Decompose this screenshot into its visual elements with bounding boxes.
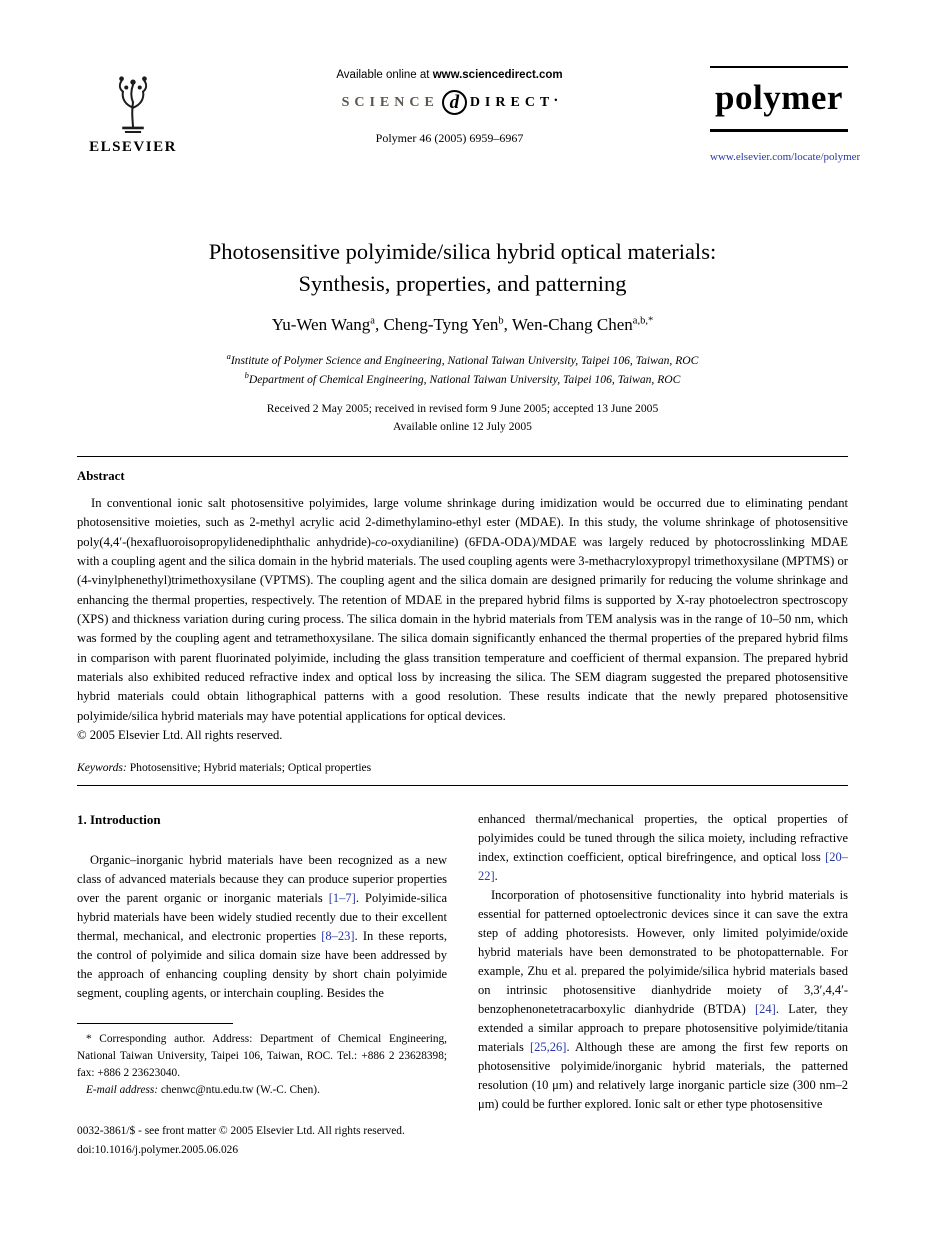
journal-logo-block (710, 66, 861, 163)
email-line: E-mail address: chenwc@ntu.edu.tw (W.-C. Chen). (86, 1083, 320, 1096)
left-column (77, 810, 447, 1159)
sciencedirect-science-text: SCIENCE (341, 94, 439, 110)
citation-link[interactable]: [24] (755, 1002, 776, 1017)
email-link[interactable]: chenwc@ntu.edu.tw (160, 1083, 254, 1096)
sciencedirect-dot: • (554, 94, 558, 105)
article-identifiers (77, 1122, 447, 1160)
abstract-top-rule (77, 456, 848, 457)
affiliations (77, 350, 848, 389)
body-paragraph: Incorporation of photosensitive functionality into hybrid materials is essential for patterned optoelectronic devices since it can save the extra step of adding photoresists. However, only limited polyimide/oxide hybrid materials have been demonstrated to be photopatternable. For example, Zhu et al. prepared the polyimide/silica hybrid materials based on intrinsic photosensitive dianhydride moiety of 3,3′,4,4′-benzophenonetetracarboxylic dianhydride (BTDA) [24]. Later, they extended a similar approach to prepare photosensitive polyimide/titania materials [25,26]. Although these are among the first few reports on photosensitive polyimide/inorganic hybrid materials, the patterned resolution (10 μm) and relatively large inorganic particle size (300 nm–2 μm) could be further explored. Ionic salt or ether type photosensitive (478, 888, 848, 1112)
sciencedirect-direct-label: DIRECT (469, 94, 555, 110)
masthead-center (189, 66, 710, 146)
journal-citation: Polymer 46 (2005) 6959–6967 (375, 131, 524, 145)
section-heading-introduction: 1. Introduction (77, 812, 161, 828)
front-matter-line: 0032-3861/$ - see front matter © 2005 Elsevier Ltd. All rights reserved. (77, 1124, 405, 1137)
citation-link[interactable]: [20–22] (478, 850, 848, 884)
keywords-bottom-rule (77, 785, 848, 786)
citation-link[interactable]: [1–7] (328, 891, 356, 906)
two-column-body (77, 810, 848, 1159)
abstract-heading: Abstract (77, 469, 125, 484)
intro-paragraph: Organic–inorganic hybrid materials have been recognized as a new class of advanced materials because they can produce superior properties over the parent organic or inorganic materials [1–7]. Polyimide-silica hybrid materials have been widely studied recently due to their excellent thermal, mechanical, and electronic properties [8–23]. In these reports, the control of polyimide and silica domain size have been addressed by the approach of enhancing coupling density by short chain polyimide segment, coupling agents, or interchain coupling. Besides the (77, 853, 447, 1001)
polymer-logo: polymer (715, 78, 843, 117)
corresponding-author-note: * Corresponding author. Address: Department of Chemical Engineering, National Taiwan University, Taipei 106, Taiwan, ROC. Tel.: +886 2 23628398; fax: +886 2 23623040. (77, 1033, 447, 1080)
available-online-text: Available online at www.sciencedirect.com (336, 69, 563, 81)
copyright-line: © 2005 Elsevier Ltd. All rights reserved. (77, 728, 283, 743)
article-history (77, 400, 848, 435)
footnote (77, 1023, 447, 1099)
affiliation-a: $^a$Institute of Polymer Science and Engineering, National Taiwan University, Taipei 106, Taiwan, ROC (226, 350, 699, 367)
footnote-rule (77, 1023, 233, 1024)
journal-url-link[interactable]: www.elsevier.com/locate/polymer (710, 151, 861, 163)
masthead (77, 66, 861, 186)
sciencedirect-logo (189, 90, 710, 115)
elsevier-wordmark: ELSEVIER (89, 139, 177, 155)
title-block (77, 236, 848, 435)
right-column (478, 810, 848, 1159)
abstract-section (77, 469, 848, 774)
article-title (77, 236, 848, 300)
keywords-line: Keywords: Photosensitive; Hybrid materials; Optical properties (77, 761, 372, 775)
authors-line: Yu-Wen Wang$^a$, Cheng-Tyng Yen$^b$, Wen-Chang Chen$^{a,b,*}$ (271, 314, 654, 334)
elsevier-tree-icon (99, 66, 167, 136)
sciencedirect-d-icon: d (442, 90, 467, 115)
title-line-1: Photosensitive polyimide/silica hybrid optical materials: (208, 239, 717, 264)
title-line-2: Synthesis, properties, and patterning (298, 270, 627, 296)
affiliation-b: $^b$Department of Chemical Engineering, National Taiwan University, Taipei 106, Taiwan, ROC (244, 370, 681, 386)
abstract-body: In conventional ionic salt photosensitive polyimides, large volume shrinkage during imidization would be occurred due to eliminating pendant photosensitive moieties, such as 2-methyl acrylic acid 2-dimethylamino-ethyl ester (MDAE). In this study, the volume shrinkage of photosensitive poly(4,4′-(hexafluoroisopropylidenediphthalic anhydride)-co-oxydianiline) (6FDA-ODA)/MDAE was largely reduced by photocrosslinking MDAE with a coupling agent and the silica domain in the hybrid materials. The used coupling agents were 3-methacryloxypropyl trimethoxysilane (MPTMS) or (4-vinylphenethyl)trimethoxysilane (VPTMS). The coupling agent and the silica domain are designed primarily for reducing the volume shrinkage and enhancing the thermal properties, respectively. The retention of MDAE in the prepared hybrid films is supported by X-ray photoelectron spectroscopy (XPS) and thickness variation during curing process. The silica domain in the hybrid materials from TEM analysis was in the range of 10–50 nm, which was formed by the coupling agent and tetramethoxysilane. The silica domain significantly enhanced the thermal properties of the prepared hybrid films in comparison with parent fluorinated polyimide, including the glass transition temperature and coefficient of thermal expansion. The prepared hybrid materials also exhibited reduced refractive index and optical loss by increasing the silica. The SEM diagram suggested the prepared photosensitive hybrid materials could obtain lithographical patterns with a good resolution. These results indicate that the newly prepared photosensitive polyimide/silica hybrid materials may have potential applications for optical devices. (77, 496, 848, 723)
received-line: Received 2 May 2005; received in revised form 9 June 2005; accepted 13 June 2005 (266, 402, 659, 416)
citation-link[interactable]: [8–23] (321, 929, 355, 944)
doi-line: doi:10.1016/j.polymer.2005.06.026 (77, 1143, 239, 1156)
citation-link[interactable]: [25,26] (530, 1040, 567, 1055)
online-date-line: Available online 12 July 2005 (393, 419, 532, 433)
body-paragraph-continuation: enhanced thermal/mechanical properties, the optical properties of polyimides could be tuned through the silica moiety, including refractive index, extinction coefficient, optical birefringence, and optical loss [20–22]. (478, 812, 848, 884)
sciencedirect-direct-text (470, 95, 558, 111)
journal-rule-bottom (710, 129, 848, 132)
elsevier-logo (77, 66, 189, 156)
